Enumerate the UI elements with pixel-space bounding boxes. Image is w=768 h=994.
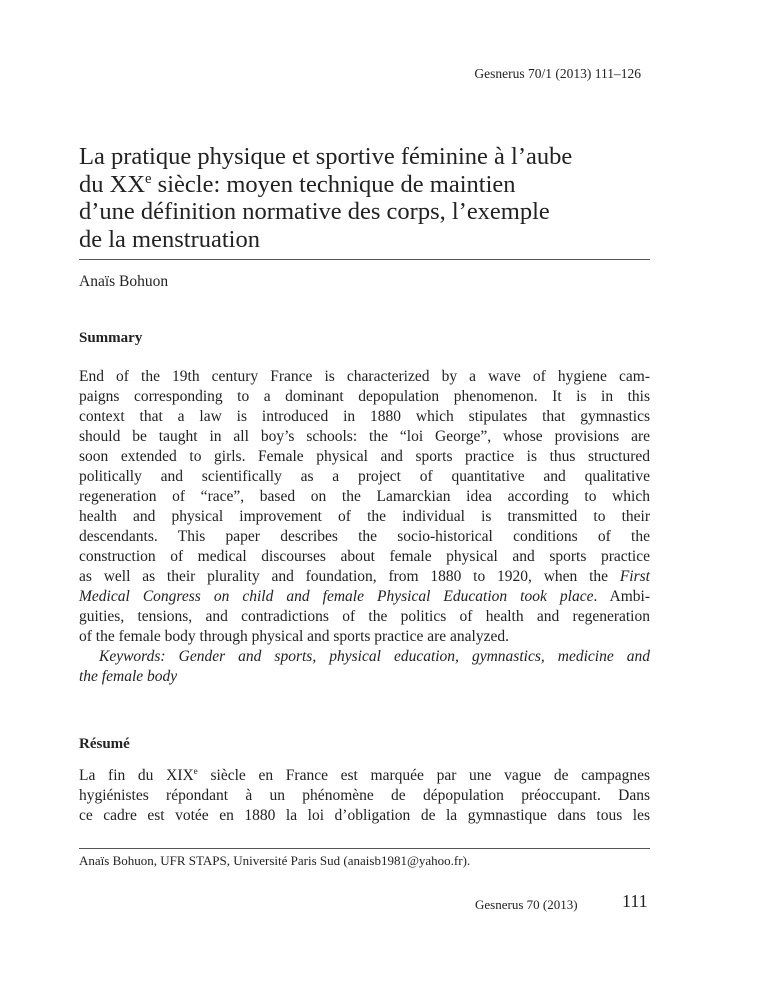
resume-superscript: e xyxy=(193,766,198,777)
footnote-divider xyxy=(79,848,650,849)
title-line xyxy=(79,171,679,199)
title-superscript: e xyxy=(145,170,152,187)
keywords-line xyxy=(79,667,650,687)
summary-segment: as well as their plurality and foundation, from 1880 to 1920, when the xyxy=(79,568,620,585)
resume-segment: siècle en France est marquée par une vague de campagnes xyxy=(197,767,650,784)
summary-line: guities, tensions, and contradictions of the politics of health and regeneration xyxy=(79,608,650,625)
title-line: La pratique physique et sportive féminine à l’aube xyxy=(79,143,573,170)
summary-segment: . Ambi- xyxy=(593,588,650,605)
summary-paragraph xyxy=(79,367,650,687)
resume-heading: Résumé xyxy=(79,736,130,752)
congress-title-italic: Medical Congress on child and female Physical Education took place xyxy=(79,588,594,605)
summary-line: soon extended to girls. Female physical and sports practice is thus structured xyxy=(79,448,650,465)
title-line: de la menstruation xyxy=(79,225,260,253)
summary-line: End of the 19th century France is characterized by a wave of hygiene cam- xyxy=(79,368,650,385)
keywords-text: Keywords: Gender and sports, physical education, gymnastics, medicine and xyxy=(99,648,650,665)
summary-line: regeneration of “race”, based on the Lamarckian idea according to which xyxy=(79,488,650,505)
author-affiliation-footnote: Anaïs Bohuon, UFR STAPS, Université Paris Sud (anaisb1981@yahoo.fr). xyxy=(79,853,471,868)
resume-line: hygiénistes répondant à un phénomène de dépopulation préoccupant. Dans xyxy=(79,787,650,804)
resume-segment: La fin du XIX xyxy=(79,767,194,784)
summary-line: descendants. This paper describes the socio-historical conditions of the xyxy=(79,528,650,545)
summary-line xyxy=(79,567,650,587)
summary-line: politically and scientifically as a project of quantitative and qualitative xyxy=(79,468,650,485)
summary-line: paigns corresponding to a dominant depopulation phenomenon. It is in this xyxy=(79,388,650,405)
footer-journal: Gesnerus 70 (2013) xyxy=(475,897,578,912)
resume-line xyxy=(79,766,650,786)
title-line: d’une définition normative des corps, l’exemple xyxy=(79,198,550,225)
keywords-text: the female body xyxy=(79,668,178,685)
summary-line: of the female body through physical and sports practice are analyzed. xyxy=(79,628,509,645)
summary-line: context that a law is introduced in 1880 which stipulates that gymnastics xyxy=(79,408,650,425)
summary-line: health and physical improvement of the individual is transmitted to their xyxy=(79,508,650,525)
author-name: Anaïs Bohuon xyxy=(79,273,169,290)
summary-line: should be taught in all boy’s schools: the “loi George”, whose provisions are xyxy=(79,428,650,445)
journal-reference: Gesnerus 70/1 (2013) 111–126 xyxy=(474,66,641,81)
title-segment: siècle: moyen technique de maintien xyxy=(151,170,516,198)
summary-line: construction of medical discourses about female physical and sports practice xyxy=(79,548,650,565)
summary-heading: Summary xyxy=(79,330,143,346)
article-title xyxy=(79,143,679,253)
title-segment: du XX xyxy=(79,170,146,198)
page-number: 111 xyxy=(622,891,648,911)
resume-paragraph xyxy=(79,766,650,826)
resume-line: ce cadre est votée en 1880 la loi d’obligation de la gymnastique dans tous les xyxy=(79,807,650,824)
title-divider xyxy=(79,259,650,260)
summary-line xyxy=(79,587,650,607)
keywords-line xyxy=(79,647,650,667)
congress-title-italic: First xyxy=(619,568,650,585)
